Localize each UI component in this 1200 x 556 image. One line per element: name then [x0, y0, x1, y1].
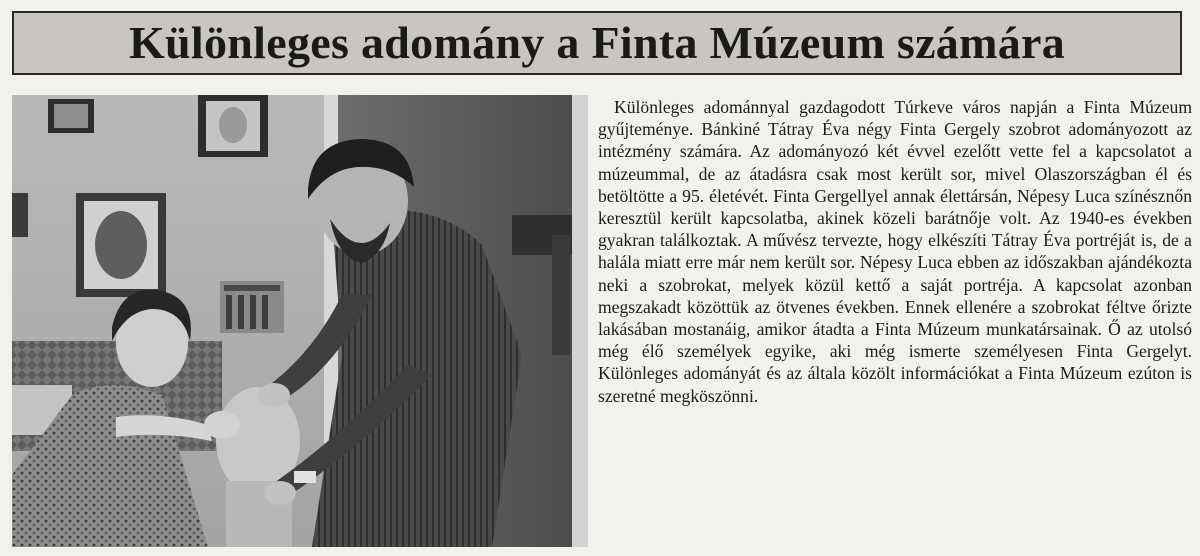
photo-illustration	[12, 95, 588, 547]
article-photo	[12, 95, 588, 547]
headline-box	[12, 11, 1182, 75]
article-body	[598, 96, 1192, 548]
headline: Különleges adomány a Finta Múzeum számára	[128, 17, 1066, 68]
article-paragraph: Különleges adománnyal gazdagodott Túrkeve város napján a Finta Múzeum gyűjteménye. Bánkiné Tátray Éva négy Finta Gergely szobrot adományozott az intézmény számára. Az adományozó két évvel ezelőtt vette fel a kapcsolatot a múzeummal, de az átadásra csak most került sor, mivel Olaszországban él és betöltötte a 95. életévét. Finta Gergellyel annak élettársán, Népesy Luca színésznőn keresztül került kapcsolatba, akinek közeli barátnője volt. Az 1940-es években gyakran találkoztak. A művész tervezte, hogy elkészíti Tátray Éva portréját is, de a halála miatt erre már nem került sor. Népesy Luca ebben az időszakban ajándékozta neki a szobrokat, melyek közül kettő a saját portréja. A kapcsolat azonban megszakadt közöttük az ötvenes években. Ennek ellenére a szobrokat féltve őrizte lakásában mostanáig, amikor átadta a Finta Múzeum munkatársainak. Ő az utolsó még élő személyek egyike, aki még ismerte személyesen Finta Gergelyt. Különleges adományát és az általa közölt információkat a Finta Múzeum ezúton is szeretné megköszönni.	[598, 97, 1192, 406]
